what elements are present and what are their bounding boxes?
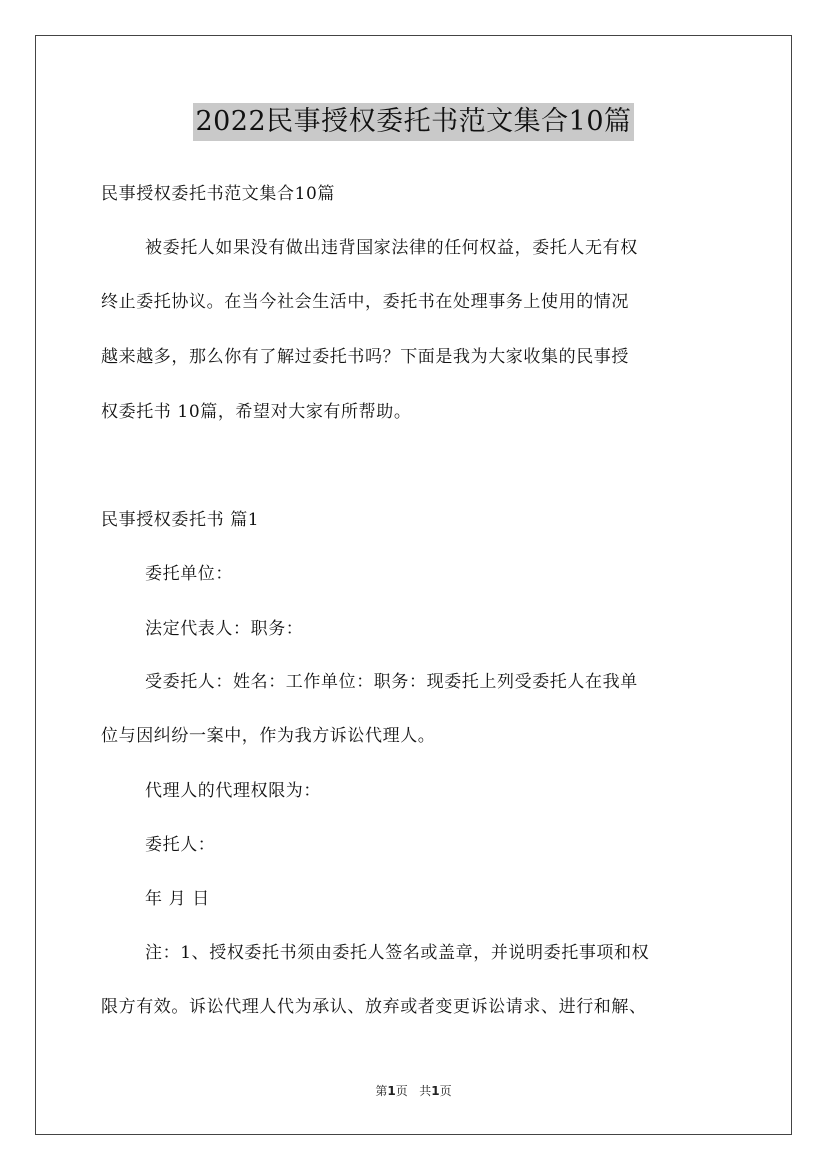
field-legal-rep: 法定代表人：职务： — [145, 619, 304, 639]
footer-total-prefix: 共 — [419, 1084, 432, 1098]
footer-total-suffix: 页 — [439, 1084, 452, 1098]
intro-line-4: 权委托书 10篇，希望对大家有所帮助。 — [101, 402, 412, 422]
note-line-2: 限方有效。诉讼代理人代为承认、放弃或者变更诉讼请求、进行和解、 — [101, 997, 647, 1017]
field-date: 年 月 日 — [145, 889, 210, 909]
intro-line-2: 终止委托协议。在当今社会生活中，委托书在处理事务上使用的情况 — [101, 292, 629, 312]
page-footer — [0, 1083, 827, 1099]
section-heading: 民事授权委托书 篇1 — [101, 510, 260, 530]
field-entrusting-unit: 委托单位： — [145, 564, 233, 584]
intro-line-3: 越来越多，那么你有了解过委托书吗？下面是我为大家收集的民事授 — [101, 347, 629, 367]
document-title: 2022民事授权委托书范文集合10篇 — [193, 103, 633, 141]
note-line-1: 注：1、授权委托书须由委托人签名或盖章，并说明委托事项和权 — [145, 943, 650, 963]
field-trustee-line-2: 位与因纠纷一案中，作为我方诉讼代理人。 — [101, 726, 436, 746]
intro-line-1: 被委托人如果没有做出违背国家法律的任何权益，委托人无有权 — [145, 238, 638, 258]
subtitle-line: 民事授权委托书范文集合10篇 — [101, 184, 336, 204]
title-container — [0, 103, 827, 141]
field-entruster: 委托人： — [145, 835, 216, 855]
footer-page-suffix: 页 — [395, 1084, 408, 1098]
field-trustee-line-1: 受委托人：姓名：工作单位：职务：现委托上列受委托人在我单 — [145, 672, 638, 692]
footer-page-prefix: 第 — [375, 1084, 388, 1098]
field-agent-authority: 代理人的代理权限为： — [145, 781, 321, 801]
footer-page-number: 1 — [387, 1084, 396, 1098]
footer-total-number: 1 — [431, 1084, 440, 1098]
